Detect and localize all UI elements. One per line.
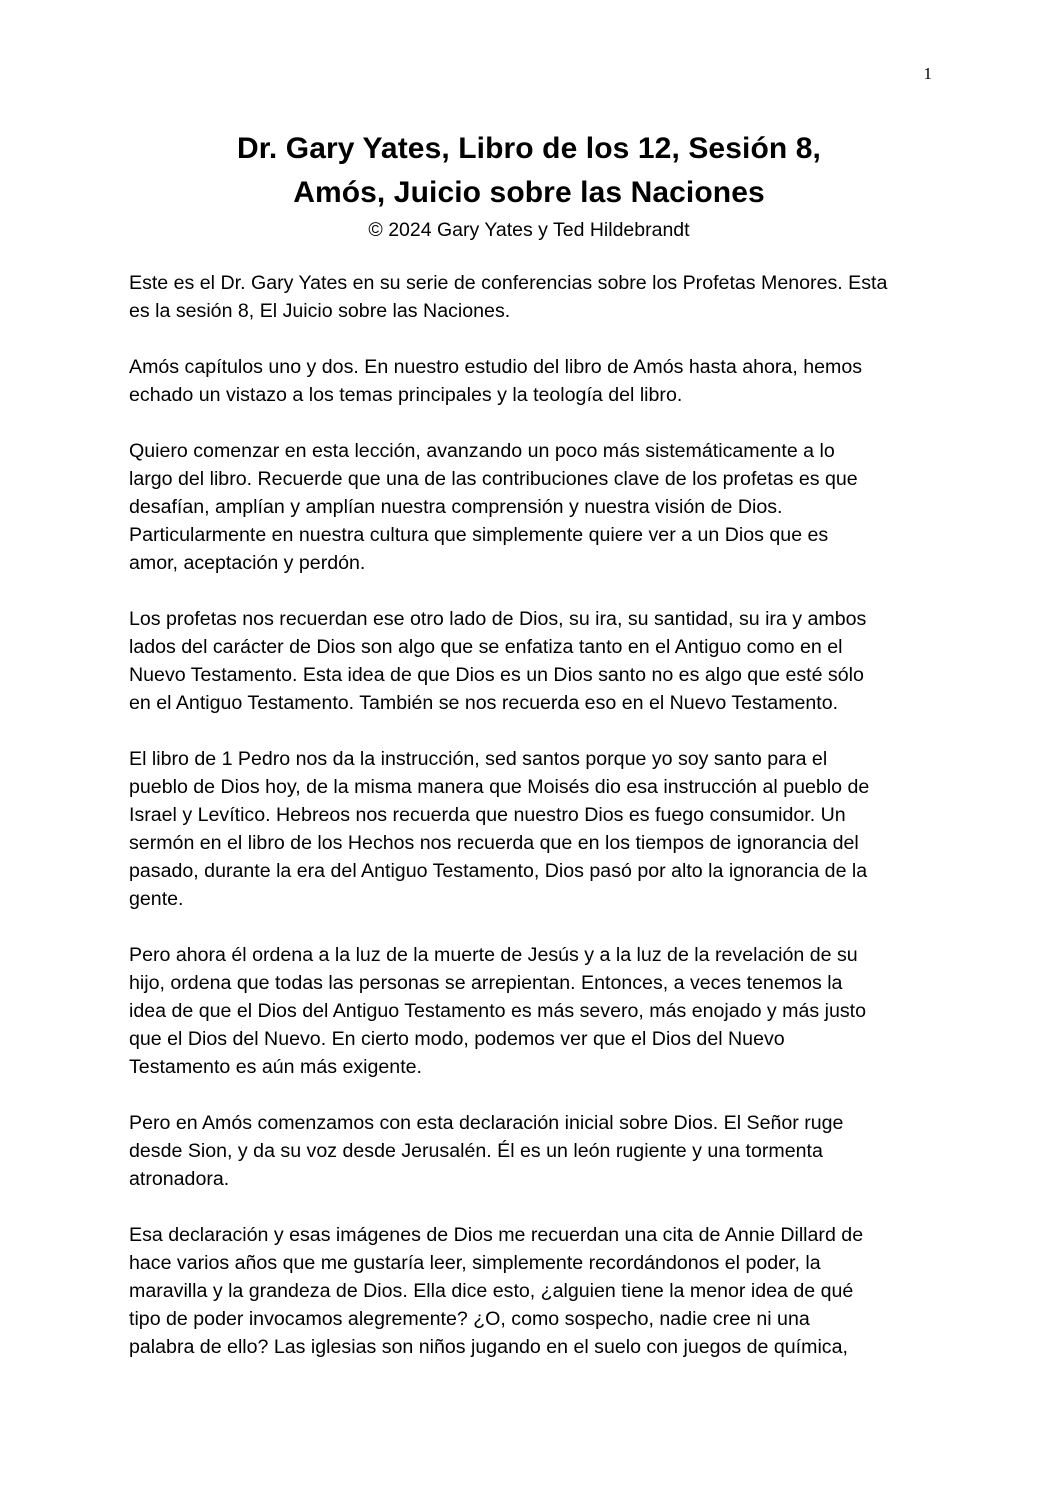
text-line: idea de que el Dios del Antiguo Testamento es más severo, más enojado y más justo	[129, 1000, 867, 1022]
text-line: desafían, amplían y amplían nuestra comprensión y nuestra visión de Dios.	[129, 496, 783, 518]
text-line: Los profetas nos recuerdan ese otro lado de Dios, su ira, su santidad, su ira y ambos	[129, 608, 867, 630]
text-line: es la sesión 8, El Juicio sobre las Naciones.	[129, 300, 511, 322]
text-line: hijo, ordena que todas las personas se arrepientan. Entonces, a veces tenemos la	[129, 972, 843, 994]
page-number: 1	[923, 64, 932, 83]
text-line: tipo de poder invocamos alegremente? ¿O, como sospecho, nadie cree ni una	[129, 1308, 810, 1330]
text-line: atronadora.	[129, 1168, 230, 1190]
text-line: pasado, durante la era del Antiguo Testamento, Dios pasó por alto la ignorancia de la	[129, 860, 868, 882]
text-line: amor, aceptación y perdón.	[129, 552, 366, 574]
text-line: Testamento es aún más exigente.	[129, 1056, 422, 1078]
copyright-notice: © 2024 Gary Yates y Ted Hildebrandt	[368, 219, 690, 241]
paragraph-6	[129, 941, 929, 1081]
paragraph-8	[129, 1221, 929, 1361]
paragraph-4	[129, 605, 929, 717]
paragraph-7	[129, 1109, 929, 1193]
text-line: maravilla y la grandeza de Dios. Ella dice esto, ¿alguien tiene la menor idea de qué	[129, 1280, 854, 1302]
title-line-2: Amós, Juicio sobre las Naciones	[293, 176, 765, 209]
paragraph-2	[129, 353, 929, 409]
text-line: Pero ahora él ordena a la luz de la muerte de Jesús y a la luz de la revelación de su	[129, 944, 858, 966]
paragraph-1	[129, 269, 929, 325]
text-line: Pero en Amós comenzamos con esta declaración inicial sobre Dios. El Señor ruge	[129, 1112, 844, 1134]
text-line: Israel y Levítico. Hebreos nos recuerda que nuestro Dios es fuego consumidor. Un	[129, 804, 846, 826]
text-line: hace varios años que me gustaría leer, simplemente recordándonos el poder, la	[129, 1252, 821, 1274]
title-line-1: Dr. Gary Yates, Libro de los 12, Sesión 8,	[237, 132, 821, 165]
text-line: gente.	[129, 888, 184, 910]
text-line: en el Antiguo Testamento. También se nos recuerda eso en el Nuevo Testamento.	[129, 692, 839, 714]
text-line: Amós capítulos uno y dos. En nuestro estudio del libro de Amós hasta ahora, hemos	[129, 356, 863, 378]
text-line: Esa declaración y esas imágenes de Dios me recuerdan una cita de Annie Dillard de	[129, 1224, 864, 1246]
document-body	[129, 269, 929, 1389]
text-line: sermón en el libro de los Hechos nos recuerda que en los tiempos de ignorancia del	[129, 832, 859, 854]
text-line: largo del libro. Recuerde que una de las contribuciones clave de los profetas es que	[129, 468, 858, 490]
text-line: lados del carácter de Dios son algo que se enfatiza tanto en el Antiguo como en el	[129, 636, 843, 658]
text-line: Este es el Dr. Gary Yates en su serie de conferencias sobre los Profetas Menores. Esta	[129, 272, 888, 294]
text-line: que el Dios del Nuevo. En cierto modo, podemos ver que el Dios del Nuevo	[129, 1028, 785, 1050]
text-line: Nuevo Testamento. Esta idea de que Dios es un Dios santo no es algo que esté sólo	[129, 664, 864, 686]
text-line: El libro de 1 Pedro nos da la instrucción, sed santos porque yo soy santo para el	[129, 748, 828, 770]
text-line: pueblo de Dios hoy, de la misma manera que Moisés dio esa instrucción al pueblo de	[129, 776, 870, 798]
paragraph-3	[129, 437, 929, 577]
paragraph-5	[129, 745, 929, 913]
text-line: echado un vistazo a los temas principales y la teología del libro.	[129, 384, 683, 406]
text-line: palabra de ello? Las iglesias son niños jugando en el suelo con juegos de química,	[129, 1336, 848, 1358]
text-line: desde Sion, y da su voz desde Jerusalén. Él es un león rugiente y una tormenta	[129, 1140, 823, 1162]
text-line: Quiero comenzar en esta lección, avanzando un poco más sistemáticamente a lo	[129, 440, 835, 462]
text-line: Particularmente en nuestra cultura que simplemente quiere ver a un Dios que es	[129, 524, 829, 546]
